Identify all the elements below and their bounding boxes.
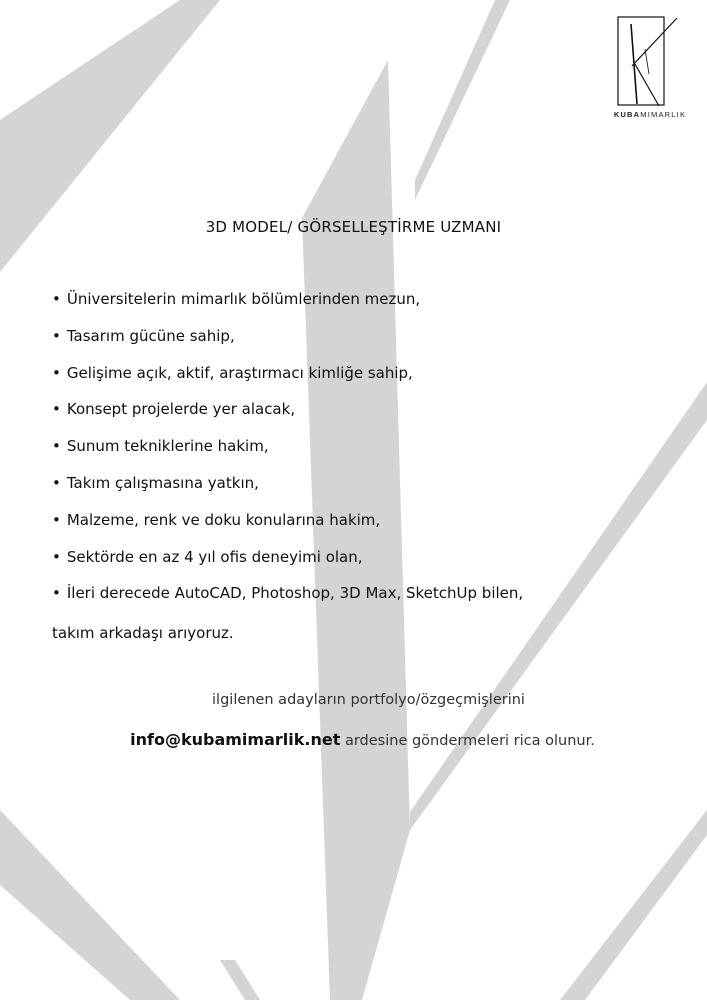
list-item [52, 581, 523, 618]
bg-stroke-bottom-mid [220, 960, 260, 1000]
list-item [52, 361, 523, 398]
bullet-icon: • [52, 510, 61, 529]
logo-wordmark [600, 110, 700, 119]
closing-line: takım arkadaşı arıyoruz. [52, 624, 234, 642]
bg-stroke-bottom-right [560, 810, 707, 1000]
logo-brand-bold: KUBA [613, 110, 641, 119]
contact-line [0, 730, 707, 749]
kuba-k-logo-icon [615, 14, 685, 109]
company-logo [600, 6, 700, 124]
requirement-text: Malzeme, renk ve doku konularına hakim, [66, 510, 381, 529]
requirement-text: Gelişime açık, aktif, araştırmacı kimliğe sahip, [66, 363, 413, 382]
requirement-text: Üniversitelerin mimarlık bölümlerinden mezun, [66, 290, 421, 308]
bullet-icon: • [52, 326, 61, 345]
bullet-icon: • [52, 290, 61, 308]
list-item [52, 324, 523, 361]
list-item [52, 287, 523, 324]
bullet-icon: • [52, 437, 61, 456]
job-title: 3D MODEL/ GÖRSELLEŞTİRME UZMANI [205, 218, 502, 236]
requirement-text: Konsept projelerde yer alacak, [66, 400, 296, 419]
contact-rest: ardesine göndermeleri rica olunur. [344, 733, 595, 749]
requirement-text: Sektörde en az 4 yıl ofis deneyimi olan, [66, 547, 363, 566]
bg-stroke-upper-right [415, 0, 510, 200]
list-item [52, 434, 523, 471]
requirements-list [52, 287, 523, 618]
requirement-text: İleri derecede AutoCAD, Photoshop, 3D Max, SketchUp bilen, [66, 584, 524, 603]
bullet-icon: • [52, 473, 61, 492]
bg-stroke-bottom-left [0, 810, 180, 1000]
contact-intro: ilgilenen adayların portfolyo/özgeçmişlerini [212, 692, 525, 708]
logo-brand-rest: MIMARLIK [640, 110, 687, 119]
requirement-text: Sunum tekniklerine hakim, [66, 437, 269, 456]
requirement-text: Tasarım gücüne sahip, [66, 326, 235, 345]
list-item [52, 397, 523, 434]
bullet-icon: • [52, 584, 61, 603]
list-item [52, 471, 523, 508]
bullet-icon: • [52, 547, 61, 566]
bullet-icon: • [52, 363, 61, 382]
list-item [52, 545, 523, 582]
email-link[interactable]: info@kubamimarlik.net [130, 730, 341, 749]
list-item [52, 508, 523, 545]
requirement-text: Takım çalışmasına yatkın, [66, 473, 259, 492]
bullet-icon: • [52, 400, 61, 419]
